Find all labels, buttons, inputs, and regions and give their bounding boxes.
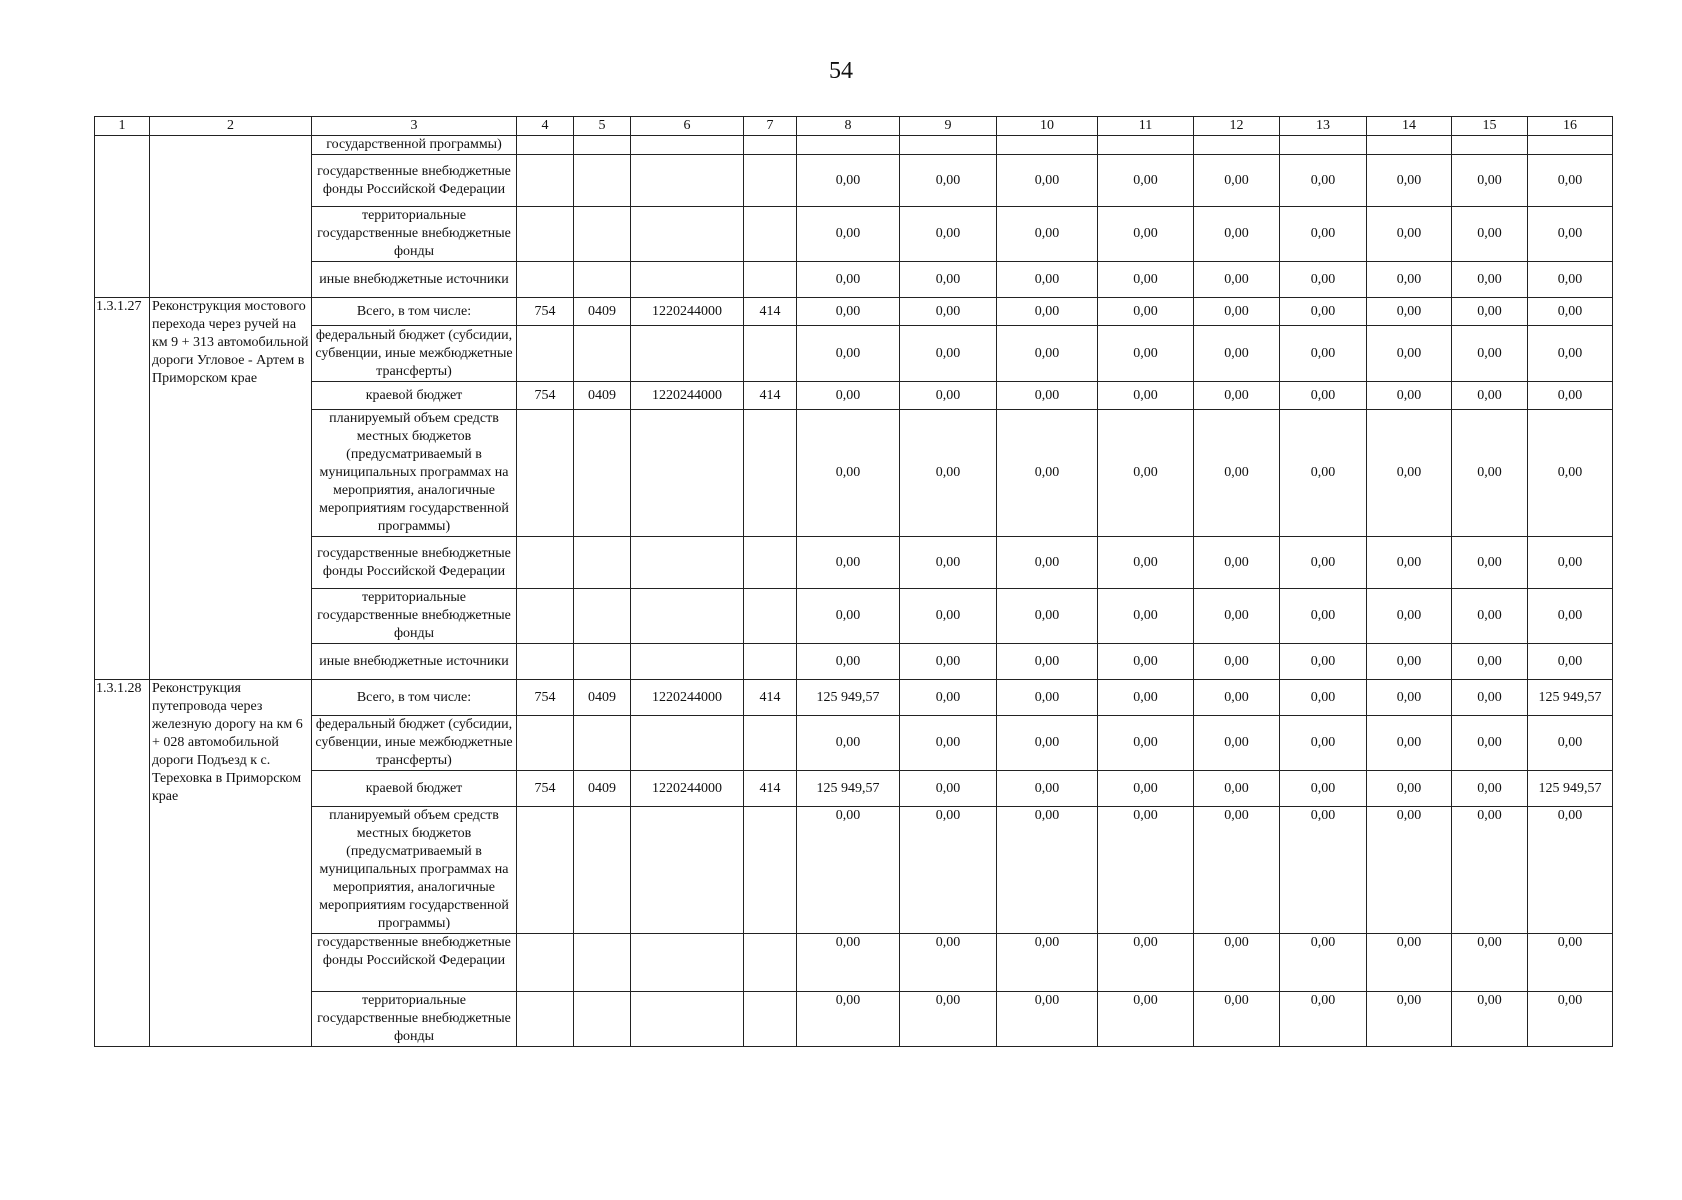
cell-col4 <box>517 537 574 589</box>
amount-cell: 0,00 <box>900 382 997 410</box>
amount-cell: 0,00 <box>997 326 1098 382</box>
cell-col7 <box>744 716 797 771</box>
funding-source-label: Всего, в том числе: <box>312 680 517 716</box>
amount-cell <box>797 136 900 155</box>
amount-cell: 0,00 <box>1194 589 1280 644</box>
cell-col5 <box>574 807 631 934</box>
measure-name <box>150 136 312 298</box>
column-number-9: 9 <box>900 117 997 136</box>
amount-cell: 0,00 <box>997 680 1098 716</box>
amount-cell: 0,00 <box>1194 326 1280 382</box>
amount-cell: 125 949,57 <box>1528 771 1613 807</box>
table-row <box>95 298 1613 326</box>
funding-source-label: территориальные государственные внебюджетные фонды <box>312 207 517 262</box>
amount-cell: 0,00 <box>797 537 900 589</box>
amount-cell: 0,00 <box>1194 934 1280 992</box>
cell-col4 <box>517 807 574 934</box>
cell-col5 <box>574 207 631 262</box>
amount-cell: 0,00 <box>1528 807 1613 934</box>
amount-cell <box>1528 136 1613 155</box>
cell-col7: 414 <box>744 680 797 716</box>
amount-cell: 0,00 <box>1098 262 1194 298</box>
table-row <box>95 716 1613 771</box>
funding-source-label: планируемый объем средств местных бюджетов (предусматриваемый в муниципальных программах на мероприятия, аналогичные мероприятиям государственной программы) <box>312 410 517 537</box>
amount-cell: 0,00 <box>1367 298 1452 326</box>
amount-cell: 0,00 <box>997 716 1098 771</box>
amount-cell: 0,00 <box>1280 807 1367 934</box>
amount-cell: 0,00 <box>797 992 900 1047</box>
amount-cell: 0,00 <box>1098 807 1194 934</box>
column-number-5: 5 <box>574 117 631 136</box>
amount-cell: 0,00 <box>997 934 1098 992</box>
cell-col6 <box>631 716 744 771</box>
amount-cell: 0,00 <box>1194 207 1280 262</box>
funding-source-label: иные внебюджетные источники <box>312 644 517 680</box>
cell-col7 <box>744 807 797 934</box>
amount-cell: 0,00 <box>900 771 997 807</box>
amount-cell: 0,00 <box>1280 680 1367 716</box>
amount-cell: 0,00 <box>1194 262 1280 298</box>
row-id: 1.3.1.28 <box>95 680 150 1047</box>
amount-cell: 0,00 <box>1194 155 1280 207</box>
amount-cell: 0,00 <box>1280 716 1367 771</box>
cell-col6: 1220244000 <box>631 771 744 807</box>
amount-cell: 0,00 <box>1528 644 1613 680</box>
cell-col6 <box>631 807 744 934</box>
cell-col5: 0409 <box>574 680 631 716</box>
amount-cell: 0,00 <box>1280 207 1367 262</box>
cell-col7 <box>744 262 797 298</box>
cell-col7 <box>744 136 797 155</box>
amount-cell: 0,00 <box>1280 262 1367 298</box>
column-number-16: 16 <box>1528 117 1613 136</box>
cell-col4 <box>517 136 574 155</box>
amount-cell: 0,00 <box>1098 644 1194 680</box>
amount-cell: 0,00 <box>1528 207 1613 262</box>
column-number-3: 3 <box>312 117 517 136</box>
amount-cell: 0,00 <box>1452 382 1528 410</box>
funding-source-label: планируемый объем средств местных бюджетов (предусматриваемый в муниципальных программах на мероприятия, аналогичные мероприятиям государственной программы) <box>312 807 517 934</box>
amount-cell: 0,00 <box>900 298 997 326</box>
amount-cell <box>1367 136 1452 155</box>
cell-col5 <box>574 262 631 298</box>
cell-col5 <box>574 644 631 680</box>
cell-col5: 0409 <box>574 298 631 326</box>
cell-col7 <box>744 934 797 992</box>
cell-col5 <box>574 589 631 644</box>
funding-source-label: иные внебюджетные источники <box>312 262 517 298</box>
amount-cell: 0,00 <box>1452 326 1528 382</box>
cell-col7 <box>744 326 797 382</box>
amount-cell: 0,00 <box>1098 155 1194 207</box>
cell-col7: 414 <box>744 298 797 326</box>
cell-col4 <box>517 326 574 382</box>
cell-col4 <box>517 934 574 992</box>
cell-col7: 414 <box>744 382 797 410</box>
amount-cell: 0,00 <box>1367 155 1452 207</box>
table-row <box>95 410 1613 537</box>
cell-col5 <box>574 537 631 589</box>
table-row <box>95 262 1613 298</box>
amount-cell: 0,00 <box>1194 644 1280 680</box>
amount-cell: 0,00 <box>1528 326 1613 382</box>
table-row <box>95 807 1613 934</box>
amount-cell: 0,00 <box>1098 771 1194 807</box>
row-id: 1.3.1.27 <box>95 298 150 680</box>
cell-col4 <box>517 589 574 644</box>
column-number-4: 4 <box>517 117 574 136</box>
column-number-6: 6 <box>631 117 744 136</box>
cell-col4 <box>517 716 574 771</box>
amount-cell: 0,00 <box>1098 326 1194 382</box>
amount-cell: 0,00 <box>1098 716 1194 771</box>
amount-cell: 0,00 <box>997 410 1098 537</box>
amount-cell: 0,00 <box>1528 262 1613 298</box>
amount-cell: 0,00 <box>1280 589 1367 644</box>
cell-col5 <box>574 136 631 155</box>
amount-cell: 0,00 <box>1452 207 1528 262</box>
column-number-row <box>95 117 1613 136</box>
amount-cell <box>900 136 997 155</box>
cell-col7 <box>744 207 797 262</box>
column-number-14: 14 <box>1367 117 1452 136</box>
cell-col5 <box>574 155 631 207</box>
cell-col6 <box>631 992 744 1047</box>
amount-cell: 0,00 <box>1194 382 1280 410</box>
amount-cell: 0,00 <box>797 589 900 644</box>
amount-cell: 0,00 <box>1367 934 1452 992</box>
cell-col5 <box>574 326 631 382</box>
amount-cell: 0,00 <box>900 934 997 992</box>
amount-cell: 0,00 <box>900 262 997 298</box>
amount-cell: 0,00 <box>1452 589 1528 644</box>
amount-cell: 0,00 <box>1098 537 1194 589</box>
amount-cell: 0,00 <box>1452 298 1528 326</box>
amount-cell: 0,00 <box>797 207 900 262</box>
amount-cell: 0,00 <box>1452 680 1528 716</box>
amount-cell: 0,00 <box>1367 716 1452 771</box>
funding-source-label: краевой бюджет <box>312 771 517 807</box>
column-number-15: 15 <box>1452 117 1528 136</box>
amount-cell: 0,00 <box>1194 716 1280 771</box>
amount-cell: 0,00 <box>997 155 1098 207</box>
cell-col4 <box>517 644 574 680</box>
amount-cell: 0,00 <box>997 207 1098 262</box>
amount-cell: 0,00 <box>997 807 1098 934</box>
table-row <box>95 155 1613 207</box>
budget-table <box>94 116 1613 1047</box>
cell-col4: 754 <box>517 382 574 410</box>
amount-cell: 0,00 <box>1528 716 1613 771</box>
table-row <box>95 326 1613 382</box>
amount-cell: 0,00 <box>1367 262 1452 298</box>
amount-cell: 0,00 <box>900 326 997 382</box>
amount-cell: 0,00 <box>1528 298 1613 326</box>
cell-col4 <box>517 410 574 537</box>
amount-cell: 0,00 <box>997 262 1098 298</box>
measure-name: Реконструкция путепровода через железную дорогу на км 6 + 028 автомобильной дороги Подъезд к с. Тереховка в Приморском крае <box>150 680 312 1047</box>
amount-cell: 0,00 <box>1367 644 1452 680</box>
cell-col5 <box>574 992 631 1047</box>
amount-cell: 0,00 <box>1367 207 1452 262</box>
cell-col6 <box>631 934 744 992</box>
amount-cell: 0,00 <box>997 992 1098 1047</box>
amount-cell: 0,00 <box>1452 992 1528 1047</box>
amount-cell <box>997 136 1098 155</box>
column-number-13: 13 <box>1280 117 1367 136</box>
amount-cell: 0,00 <box>900 207 997 262</box>
amount-cell: 0,00 <box>1367 537 1452 589</box>
amount-cell: 0,00 <box>1452 771 1528 807</box>
column-number-7: 7 <box>744 117 797 136</box>
amount-cell: 0,00 <box>1452 934 1528 992</box>
cell-col7 <box>744 589 797 644</box>
amount-cell: 0,00 <box>1194 410 1280 537</box>
page-number: 54 <box>829 58 853 84</box>
amount-cell: 0,00 <box>997 537 1098 589</box>
amount-cell: 0,00 <box>1528 537 1613 589</box>
cell-col4: 754 <box>517 680 574 716</box>
amount-cell: 0,00 <box>1280 326 1367 382</box>
amount-cell: 0,00 <box>1452 410 1528 537</box>
cell-col6 <box>631 262 744 298</box>
amount-cell: 0,00 <box>1280 382 1367 410</box>
cell-col5 <box>574 934 631 992</box>
amount-cell: 0,00 <box>997 382 1098 410</box>
amount-cell: 125 949,57 <box>1528 680 1613 716</box>
cell-col7 <box>744 537 797 589</box>
amount-cell: 0,00 <box>900 807 997 934</box>
amount-cell: 0,00 <box>997 771 1098 807</box>
amount-cell: 0,00 <box>1280 992 1367 1047</box>
amount-cell: 0,00 <box>1098 382 1194 410</box>
cell-col6 <box>631 644 744 680</box>
amount-cell: 0,00 <box>1280 771 1367 807</box>
amount-cell: 0,00 <box>797 644 900 680</box>
amount-cell: 0,00 <box>1194 992 1280 1047</box>
amount-cell: 0,00 <box>1452 716 1528 771</box>
cell-col5: 0409 <box>574 382 631 410</box>
amount-cell: 0,00 <box>1098 298 1194 326</box>
amount-cell: 0,00 <box>1528 382 1613 410</box>
amount-cell: 0,00 <box>900 992 997 1047</box>
funding-source-label: федеральный бюджет (субсидии, субвенции, иные межбюджетные трансферты) <box>312 716 517 771</box>
cell-col4 <box>517 262 574 298</box>
amount-cell: 0,00 <box>1367 992 1452 1047</box>
table-row <box>95 207 1613 262</box>
funding-source-label: государственные внебюджетные фонды Российской Федерации <box>312 537 517 589</box>
amount-cell: 0,00 <box>1528 589 1613 644</box>
measure-name: Реконструкция мостового перехода через ручей на км 9 + 313 автомобильной дороги Угловое - Артем в Приморском крае <box>150 298 312 680</box>
amount-cell: 0,00 <box>900 589 997 644</box>
cell-col6: 1220244000 <box>631 382 744 410</box>
amount-cell: 0,00 <box>1367 807 1452 934</box>
funding-source-label: территориальные государственные внебюджетные фонды <box>312 589 517 644</box>
amount-cell: 0,00 <box>1452 644 1528 680</box>
amount-cell: 0,00 <box>797 382 900 410</box>
cell-col5: 0409 <box>574 771 631 807</box>
amount-cell: 0,00 <box>797 716 900 771</box>
amount-cell: 0,00 <box>1280 298 1367 326</box>
funding-source-label: федеральный бюджет (субсидии, субвенции, иные межбюджетные трансферты) <box>312 326 517 382</box>
cell-col6 <box>631 537 744 589</box>
amount-cell: 0,00 <box>1280 155 1367 207</box>
column-number-11: 11 <box>1098 117 1194 136</box>
table-row <box>95 537 1613 589</box>
amount-cell: 125 949,57 <box>797 680 900 716</box>
cell-col6 <box>631 207 744 262</box>
amount-cell: 0,00 <box>1194 680 1280 716</box>
amount-cell: 0,00 <box>1098 589 1194 644</box>
amount-cell: 0,00 <box>1098 680 1194 716</box>
amount-cell: 0,00 <box>900 680 997 716</box>
amount-cell: 0,00 <box>1528 410 1613 537</box>
amount-cell: 0,00 <box>900 155 997 207</box>
funding-source-label: государственные внебюджетные фонды Российской Федерации <box>312 934 517 992</box>
funding-source-label: государственной программы) <box>312 136 517 155</box>
column-number-2: 2 <box>150 117 312 136</box>
amount-cell: 0,00 <box>900 410 997 537</box>
cell-col7 <box>744 992 797 1047</box>
table-row <box>95 934 1613 992</box>
amount-cell: 0,00 <box>797 298 900 326</box>
amount-cell: 0,00 <box>1367 589 1452 644</box>
cell-col5 <box>574 410 631 537</box>
amount-cell: 0,00 <box>1452 807 1528 934</box>
table-row <box>95 992 1613 1047</box>
amount-cell: 0,00 <box>1194 537 1280 589</box>
cell-col6: 1220244000 <box>631 680 744 716</box>
cell-col7 <box>744 410 797 537</box>
amount-cell: 0,00 <box>1280 934 1367 992</box>
funding-source-label: государственные внебюджетные фонды Российской Федерации <box>312 155 517 207</box>
amount-cell: 125 949,57 <box>797 771 900 807</box>
table-row <box>95 589 1613 644</box>
amount-cell: 0,00 <box>797 262 900 298</box>
amount-cell: 0,00 <box>1280 410 1367 537</box>
amount-cell: 0,00 <box>1367 680 1452 716</box>
cell-col6 <box>631 155 744 207</box>
table-row <box>95 644 1613 680</box>
amount-cell: 0,00 <box>1098 934 1194 992</box>
amount-cell: 0,00 <box>1098 992 1194 1047</box>
amount-cell: 0,00 <box>1367 382 1452 410</box>
cell-col5 <box>574 716 631 771</box>
cell-col4 <box>517 155 574 207</box>
amount-cell: 0,00 <box>797 326 900 382</box>
amount-cell: 0,00 <box>1367 410 1452 537</box>
amount-cell: 0,00 <box>1194 771 1280 807</box>
amount-cell: 0,00 <box>1367 771 1452 807</box>
column-number-10: 10 <box>997 117 1098 136</box>
cell-col4 <box>517 207 574 262</box>
amount-cell: 0,00 <box>997 589 1098 644</box>
amount-cell: 0,00 <box>1098 207 1194 262</box>
amount-cell <box>1098 136 1194 155</box>
amount-cell: 0,00 <box>997 644 1098 680</box>
cell-col6 <box>631 410 744 537</box>
cell-col6 <box>631 589 744 644</box>
amount-cell: 0,00 <box>1098 410 1194 537</box>
cell-col7 <box>744 155 797 207</box>
column-number-1: 1 <box>95 117 150 136</box>
row-id <box>95 136 150 298</box>
funding-source-label: территориальные государственные внебюджетные фонды <box>312 992 517 1047</box>
amount-cell: 0,00 <box>997 298 1098 326</box>
amount-cell: 0,00 <box>1528 155 1613 207</box>
amount-cell: 0,00 <box>797 934 900 992</box>
cell-col4 <box>517 992 574 1047</box>
amount-cell <box>1452 136 1528 155</box>
table-row <box>95 680 1613 716</box>
amount-cell: 0,00 <box>1452 155 1528 207</box>
cell-col7 <box>744 644 797 680</box>
amount-cell: 0,00 <box>1280 537 1367 589</box>
amount-cell <box>1194 136 1280 155</box>
cell-col7: 414 <box>744 771 797 807</box>
table-row <box>95 771 1613 807</box>
amount-cell: 0,00 <box>1194 807 1280 934</box>
amount-cell: 0,00 <box>1194 298 1280 326</box>
table-row <box>95 382 1613 410</box>
amount-cell: 0,00 <box>1452 537 1528 589</box>
column-number-12: 12 <box>1194 117 1280 136</box>
table-row <box>95 136 1613 155</box>
amount-cell: 0,00 <box>797 807 900 934</box>
amount-cell: 0,00 <box>900 644 997 680</box>
column-number-8: 8 <box>797 117 900 136</box>
cell-col6 <box>631 136 744 155</box>
funding-source-label: краевой бюджет <box>312 382 517 410</box>
amount-cell: 0,00 <box>1528 934 1613 992</box>
cell-col4: 754 <box>517 771 574 807</box>
amount-cell: 0,00 <box>1367 326 1452 382</box>
cell-col6 <box>631 326 744 382</box>
amount-cell: 0,00 <box>1452 262 1528 298</box>
amount-cell <box>1280 136 1367 155</box>
amount-cell: 0,00 <box>900 716 997 771</box>
amount-cell: 0,00 <box>797 410 900 537</box>
cell-col6: 1220244000 <box>631 298 744 326</box>
amount-cell: 0,00 <box>1280 644 1367 680</box>
amount-cell: 0,00 <box>797 155 900 207</box>
cell-col4: 754 <box>517 298 574 326</box>
amount-cell: 0,00 <box>900 537 997 589</box>
amount-cell: 0,00 <box>1528 992 1613 1047</box>
funding-source-label: Всего, в том числе: <box>312 298 517 326</box>
